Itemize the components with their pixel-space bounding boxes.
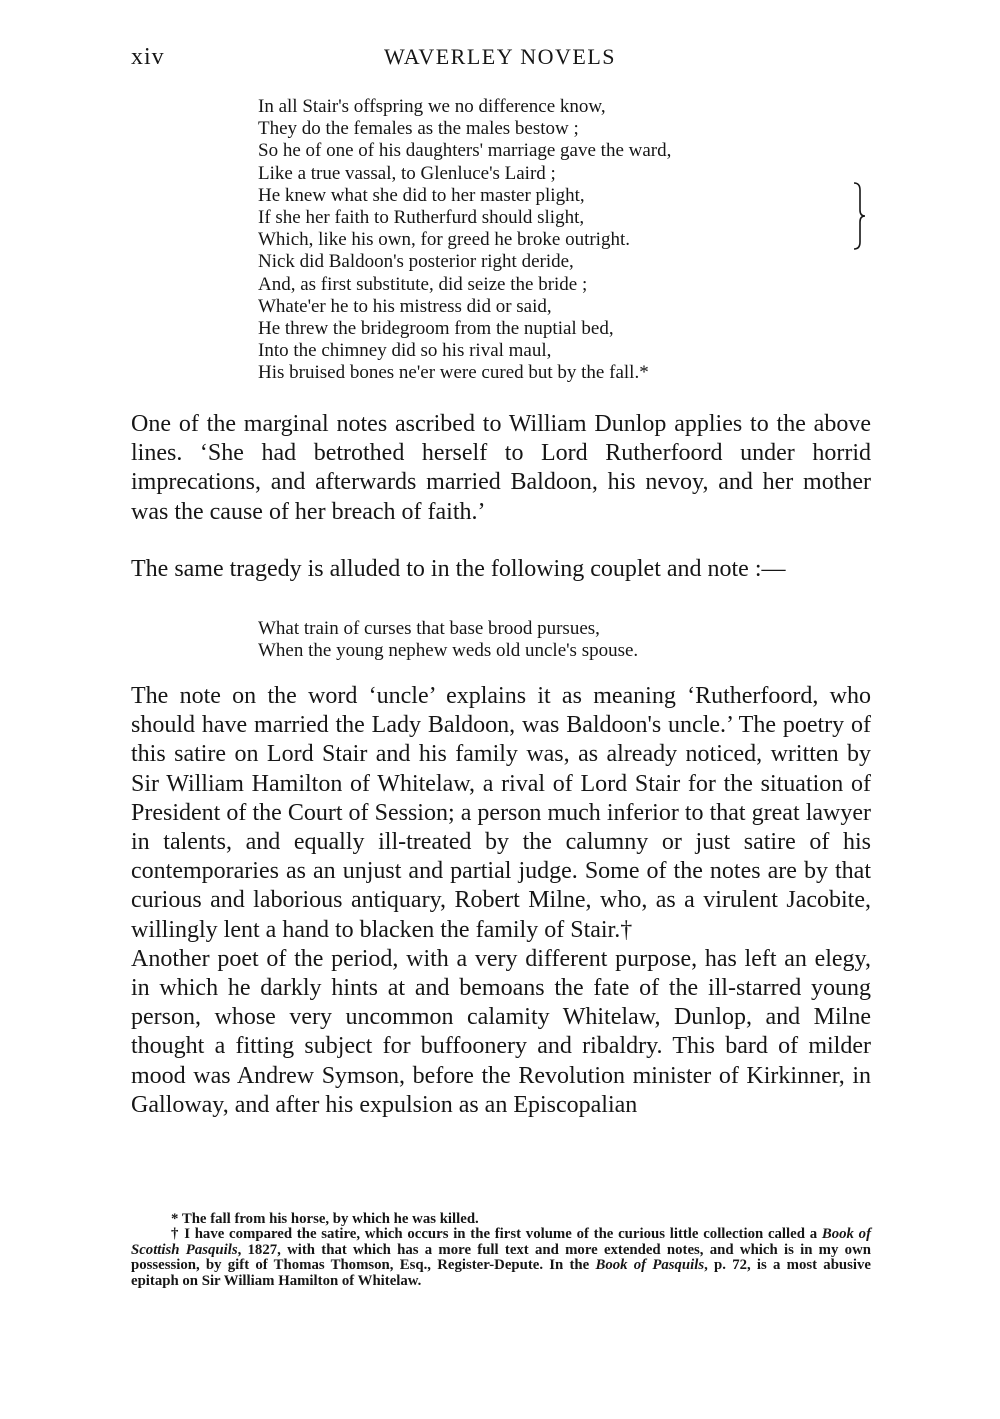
triplet-brace <box>852 182 866 250</box>
footnote-text: , 1827, with that which has a more full text and more extended notes, and which is in my own possession, by gift of Thomas Thomson, Esq., Register-Depute. In the <box>131 1241 871 1274</box>
verse-line: In all Stair's offspring we no difference know, <box>258 96 606 117</box>
verse-line: He threw the bridegroom from the nuptial bed, <box>258 318 614 340</box>
verse-line: Which, like his own, for greed he broke outright. <box>258 229 630 251</box>
verse-line: When the young nephew weds old uncle's spouse. <box>258 640 639 662</box>
body-text <box>131 682 871 1120</box>
paragraph-symson: Another poet of the period, with a very different purpose, has left an elegy, in which he darkly hints at and bemoans the fate of the ill-starred young person, whose very uncommon calamity Whitelaw, Dunlop, and Milne thought a fitting subject for buffoonery and ribaldry. This bard of milder mood was Andrew Symson, before the Revolution minister of Kirkinner, in Galloway, and after his expulsion as an Episcopalian <box>131 945 871 1118</box>
book-title: Book of Pasquils <box>595 1257 705 1274</box>
paragraph-uncle-note: The note on the word ‘uncle’ explains it as meaning ‘Rutherfoord, who should have married the Lady Baldoon, was Baldoon's uncle.’ The poetry of this satire on Lord Stair and his family was, as already noticed, written by Sir William Hamilton of Whitelaw, a rival of Lord Stair for the situation of President of the Court of Session; a person much inferior to that great lawyer in talents, and equally ill-treated by the calumny or just satire of his contemporaries as an unjust and partial judge. Some of the notes are by that curious and laborious antiquary, Robert Milne, who, as a virulent Jacobite, willingly lent a hand to blacken the family of Stair.† <box>131 683 871 943</box>
book-title: Book of Scottish Pasquils <box>131 1226 871 1258</box>
verse-line: Into the chimney did so his rival maul, <box>258 340 552 362</box>
paragraph-couplet-intro: The same tragedy is alluded to in the following couplet and note :— <box>131 556 786 582</box>
footnote-text: † I have compared the satire, which occurs in the first volume of the curious little collection called a <box>171 1226 822 1243</box>
verse-line: Nick did Baldoon's posterior right deride, <box>258 251 574 273</box>
paragraph-marginal-notes: One of the marginal notes ascribed to William Dunlop applies to the above lines. ‘She had betrothed herself to Lord Rutherfoord under horrid imprecations, and afterwards married Baldoon, his nevoy, and her mother was the cause of her breach of faith.’ <box>131 411 871 525</box>
verse-line: His bruised bones ne'er were cured but by the fall.* <box>258 362 649 384</box>
verse-line: Like a true vassal, to Glenluce's Laird ; <box>258 162 556 184</box>
verse-line: What train of curses that base brood pursues, <box>258 618 600 639</box>
footnotes <box>131 1212 871 1289</box>
verse-line: If she her faith to Rutherfurd should slight, <box>258 207 585 229</box>
verse-block-couplet <box>258 618 638 662</box>
page-header <box>0 44 1000 78</box>
page-number: xiv <box>131 44 165 70</box>
verse-line: Whate'er he to his mistress did or said, <box>258 295 552 317</box>
verse-line: So he of one of his daughters' marriage gave the ward, <box>258 140 672 162</box>
footnote-text: , p. 72, is a most abusive epitaph on Sir William Hamilton of Whitelaw. <box>131 1257 871 1289</box>
verse-block-satire <box>258 96 838 385</box>
verse-line: He knew what she did to her master plight, <box>258 184 585 206</box>
running-title: WAVERLEY NOVELS <box>383 44 617 69</box>
footnote-pasquils <box>131 1227 871 1289</box>
verse-line: And, as first substitute, did seize the bride ; <box>258 273 588 295</box>
footnote-fall: * The fall from his horse, by which he was killed. <box>171 1211 479 1227</box>
verse-line: They do the females as the males bestow ; <box>258 118 579 140</box>
